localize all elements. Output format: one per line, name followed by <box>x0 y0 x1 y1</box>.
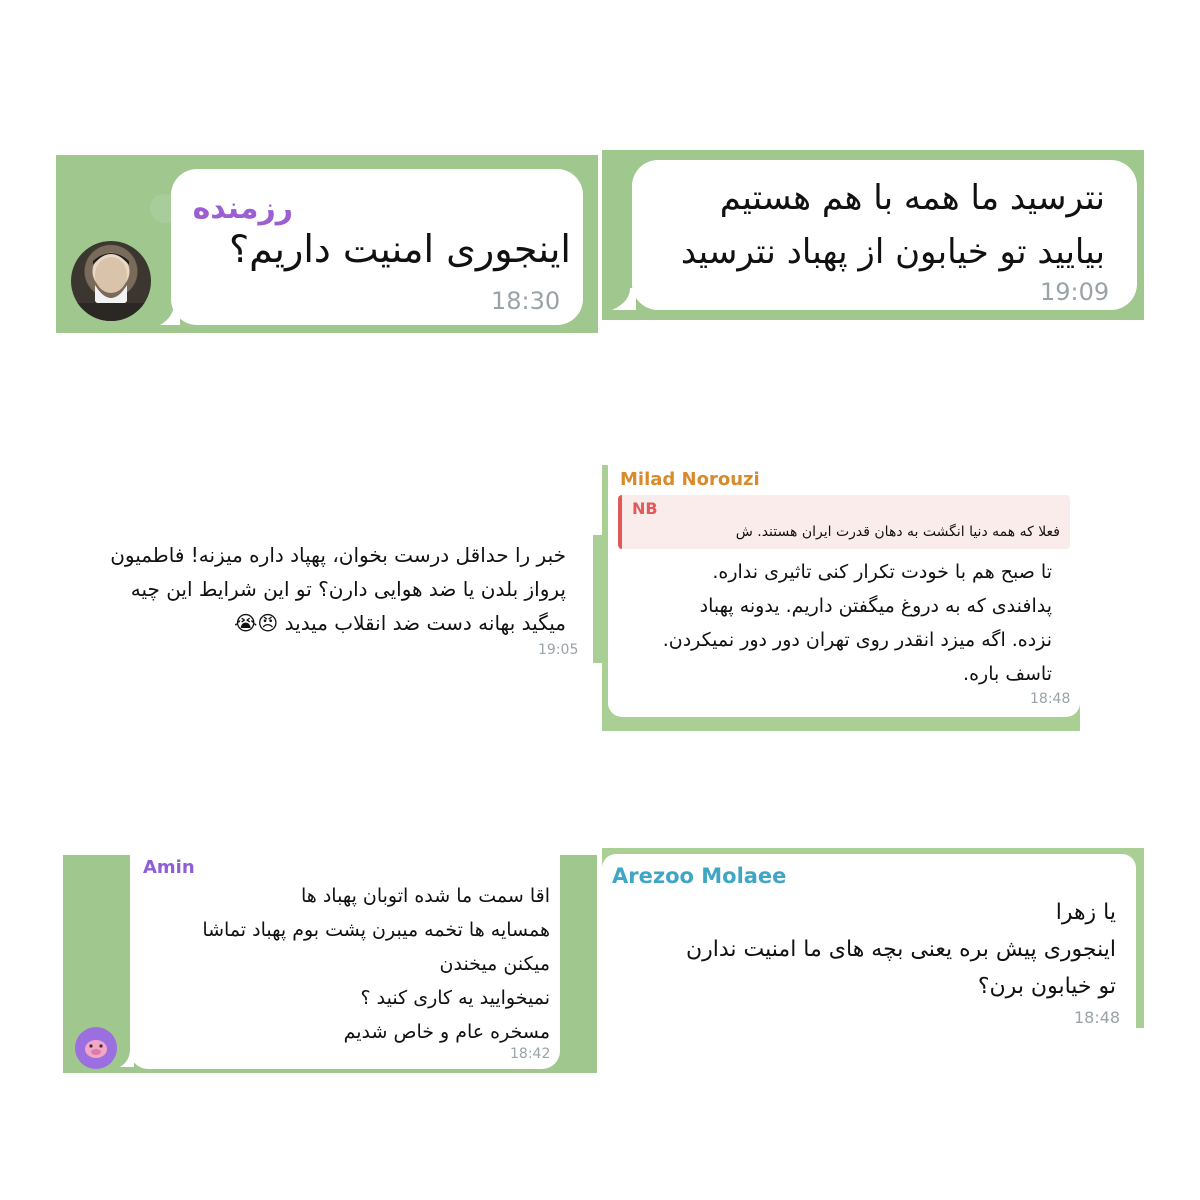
bubble-tail-icon <box>612 288 636 312</box>
message-line: همسایه ها تخمه میبرن پشت بوم پهباد تماشا <box>202 919 550 941</box>
panel-edge <box>593 535 602 663</box>
message-line: میگید بهانه دست ضد انقلاب میدید 😠😭 <box>234 611 566 635</box>
reply-quote[interactable] <box>618 495 1070 549</box>
message-line: تاسف باره. <box>963 663 1052 685</box>
message-line: اینجوری پیش بره یعنی بچه های ما امنیت ندارن <box>685 937 1116 962</box>
reply-text: فعلا که همه دنیا انگشت به دهان قدرت ایران هستند. ش <box>735 524 1060 540</box>
message-line: نزده. اگه میزد انقدر روی تهران دور دور نمیکردن. <box>662 629 1052 651</box>
avatar[interactable] <box>71 241 151 321</box>
message-text: اینجوری امنیت داریم؟ <box>228 227 571 271</box>
message-line: تا صبح هم با خودت تکرار کنی تاثیری نداره. <box>712 561 1052 583</box>
message-bubble[interactable] <box>608 465 1080 717</box>
message-time: 18:48 <box>1074 1008 1121 1027</box>
message-line: پرواز بلدن یا ضد هوایی دارن؟ تو این شرایط این چیه <box>130 577 566 601</box>
sender-name[interactable]: Milad Norouzi <box>620 469 760 490</box>
chat-panel-amin <box>63 855 597 1073</box>
message-line: نمیخوایید یه کاری کنید ؟ <box>360 987 550 1009</box>
sender-name[interactable]: Arezoo Molaee <box>612 864 787 888</box>
message-bubble[interactable] <box>60 535 590 663</box>
sender-name[interactable]: رزمنده <box>192 191 293 226</box>
chat-panel-razmandeh <box>56 155 598 333</box>
message-bubble[interactable] <box>130 855 560 1069</box>
message-time: 18:48 <box>1030 691 1071 707</box>
message-time: 18:30 <box>491 287 561 315</box>
message-time: 19:05 <box>538 642 579 658</box>
message-line: نترسید ما همه با هم هستیم <box>719 178 1105 218</box>
message-time: 19:09 <box>1040 278 1110 306</box>
message-line: مسخره عام و خاص شدیم <box>343 1021 550 1043</box>
chat-panel-news-reply <box>60 535 602 663</box>
chat-panel-dont-fear <box>602 150 1144 320</box>
sender-name[interactable]: Amin <box>143 857 195 878</box>
avatar-image-icon <box>71 241 151 321</box>
pig-avatar-icon <box>75 1027 117 1069</box>
message-line: بیایید تو خیابون از پهباد نترسید <box>680 232 1105 272</box>
message-time: 18:42 <box>510 1046 551 1062</box>
avatar[interactable] <box>75 1027 117 1069</box>
message-line: خبر را حداقل درست بخوان، پهپاد داره میزنه! فاطمیون <box>110 543 566 567</box>
chat-panel-milad <box>602 465 1080 731</box>
bubble-tail-icon <box>160 303 180 327</box>
bubble-tail-icon <box>120 1049 134 1069</box>
message-line: اقا سمت ما شده اتوبان پهباد ها <box>300 885 550 907</box>
chat-panel-arezoo <box>602 848 1144 1028</box>
message-bubble[interactable] <box>602 854 1136 1028</box>
message-bubble[interactable] <box>632 160 1137 310</box>
message-line: میکنن میخندن <box>439 953 550 975</box>
message-line: تو خیابون برن؟ <box>977 974 1116 999</box>
message-line: پدافندی که به دروغ میگفتن داریم. یدونه پهباد <box>699 595 1052 617</box>
reply-sender: NB <box>632 499 658 518</box>
message-line: یا زهرا <box>1055 900 1116 925</box>
message-bubble[interactable] <box>171 169 583 325</box>
